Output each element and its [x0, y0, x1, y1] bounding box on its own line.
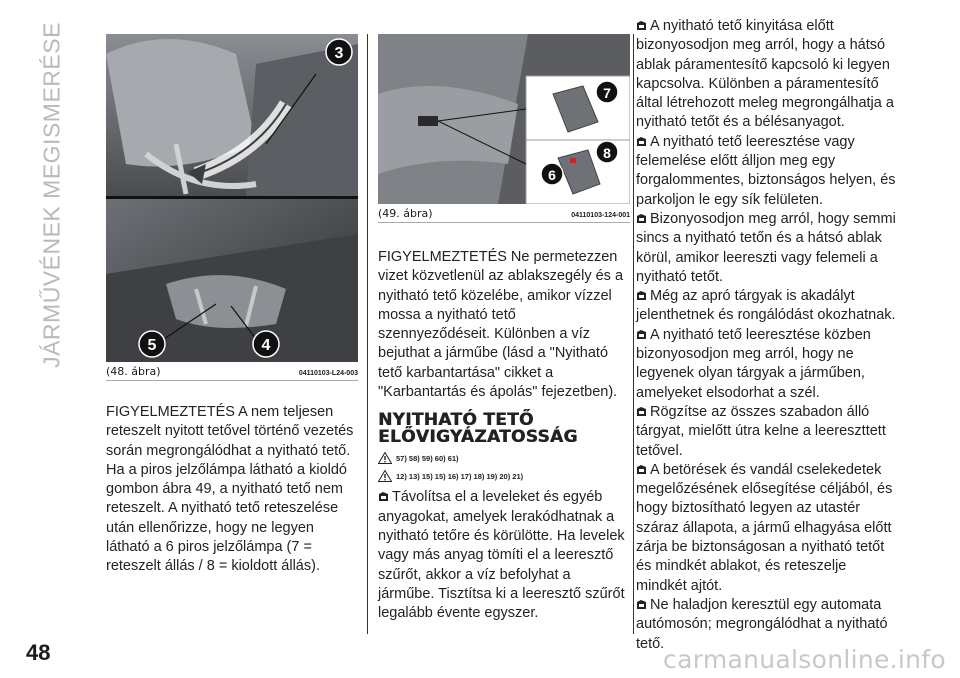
- warning-refs-text: 57) 58) 59) 60) 61): [396, 453, 459, 463]
- bullet-icon: [636, 329, 647, 340]
- figure-49-code: 04110103-124-001: [571, 212, 630, 219]
- bullet-paragraph: [636, 17, 898, 133]
- section-title-line-2: ELŐVIGYÁZATOSSÁG: [378, 427, 578, 448]
- bullet-text: A betörések és vandál cselekedetek megelőzésének elősegítése céljából, és hogy biztosítható legyen az utastér száraz állapota, a jármű elhagyása előtt zárja be biztonságosan a nyitható tetőt és mindkét ablakot, és reteszelje mindkét ajtót.: [636, 461, 893, 594]
- figure-49-caption: (49. ábra): [378, 207, 433, 220]
- figure-48-caption: (48. ábra): [106, 365, 161, 378]
- bullet-icon: [636, 136, 647, 147]
- bullet-paragraph: [636, 133, 898, 210]
- callout-4: 4: [261, 337, 271, 354]
- bullet-text: Még az apró tárgyak is akadályt jelenthetnek és rongálódást okozhatnak.: [636, 288, 896, 324]
- bullet-text: Ne haladjon keresztül egy automata autómosón; megrongálódhat a nyitható tető.: [636, 596, 888, 652]
- bullet-icon: [636, 213, 647, 224]
- figure-49-caption-row: [378, 207, 630, 223]
- warning-paragraph-unlatched: FIGYELMEZTETÉS A nem teljesen reteszelt nyitott tetővel történő vezetés során megrongálódhat a nyitható tető. Ha a piros jelzőlámpa látható a kioldó gombon ábra 49, a nyitható tető nem reteszelt. A nyitható tető reteszelése után ellenőrizze, hogy ne legyen látható a 6 piros jelzőlámpa (7 = reteszelt állás / 8 = kioldott állás).: [106, 404, 354, 575]
- bullet-text: Bizonyosodjon meg arról, hogy semmi sincs a nyitható tetőn és a hátsó ablak körül, amikor leereszti vagy felemeli a nyitható tetőt.: [636, 210, 896, 285]
- bullet-paragraph: [378, 488, 630, 623]
- bullet-icon: [636, 599, 647, 610]
- callout-6: 6: [548, 167, 556, 183]
- callout-7: 7: [603, 85, 611, 101]
- warning-paragraph-washing: FIGYELMEZTETÉS Ne permetezzen vizet közvetlenül az ablakszegély és a nyitható tető közelébe, amikor vízzel mossa a nyitható tető szennyeződéseit. Különben a víz bejuthat a járműbe (lásd a "Nyitható tető karbantartása" cikket a "Karbantartás és ápolás" fejezetben).: [378, 249, 624, 401]
- callout-3: 3: [334, 45, 344, 62]
- column-1: [106, 34, 358, 577]
- figure-48-code: 04110103-L24-003: [298, 370, 358, 377]
- bullet-text: Távolítsa el a leveleket és egyéb anyagokat, amelyek lerakódhatnak a nyitható tetőre és körülötte. Ha levelek vagy más anyag tömíti el a leeresztő szűrőt, akkor a víz befolyhat a járműbe. Tisztítsa ki a leeresztő szűrőt legalább évente egyszer.: [378, 489, 625, 622]
- bullet-paragraph: [636, 403, 898, 461]
- column-3: [636, 17, 898, 654]
- bullet-text: A nyitható tető leeresztése közben bizonyosodjon meg arról, hogy ne legyenek olyan tárgyak a járműben, amelyeket elsodorhat a szél.: [636, 326, 871, 401]
- bullet-paragraph: [636, 210, 898, 287]
- section-title: [378, 412, 630, 446]
- bullet-text: A nyitható tető kinyitása előtt bizonyosodjon meg arról, hogy a hátsó ablak páramentesítő kapcsoló ki legyen kapcsolva. Különben a páramentesítő által létrehozott meleg megrongálhatja a nyitható tetőt és a bélésanyagot.: [636, 18, 894, 131]
- bullet-paragraph: [636, 326, 898, 403]
- warning-refs-row: [378, 452, 630, 464]
- figure-49: [378, 34, 630, 204]
- chapter-side-title-text: JÁRMŰVÉNEK MEGISMERÉSE: [38, 22, 65, 368]
- bullet-icon: [636, 406, 647, 417]
- caution-triangle-icon: [378, 470, 392, 482]
- figure-48-photo: [106, 34, 358, 362]
- figure-48: [106, 34, 358, 362]
- section-title-line-1: NYITHATÓ TETŐ: [378, 410, 534, 431]
- bullet-icon: [636, 464, 647, 475]
- watermark: carmanualsonline.info: [663, 645, 946, 674]
- column-divider: [367, 34, 368, 634]
- callout-8: 8: [603, 145, 611, 161]
- figure-48-caption-row: [106, 365, 358, 381]
- bullet-paragraph: [636, 287, 898, 326]
- bullet-icon: [636, 20, 647, 31]
- bullet-icon: [378, 491, 389, 502]
- figure-49-photo: [378, 34, 630, 204]
- caution-refs-row: [378, 470, 630, 482]
- column-divider: [633, 34, 634, 634]
- bullet-paragraph: [636, 461, 898, 596]
- caution-refs-text: 12) 13) 15) 15) 16) 17) 18) 19) 20) 21): [396, 471, 524, 481]
- callout-5: 5: [147, 337, 157, 354]
- column-2: [378, 34, 630, 623]
- bullet-icon: [636, 290, 647, 301]
- page-number: 48: [26, 640, 51, 665]
- bullet-text: Rögzítse az összes szabadon álló tárgyat, mielőtt útra kelne a leereszttett tetővel.: [636, 403, 886, 459]
- bullet-text: A nyitható tető leeresztése vagy felemelése előtt álljon meg egy forgalommentes, biztonságos helyen, és parkoljon le egy sík felületen.: [636, 133, 896, 208]
- chapter-side-title: [22, 22, 82, 368]
- warning-triangle-icon: [378, 452, 392, 464]
